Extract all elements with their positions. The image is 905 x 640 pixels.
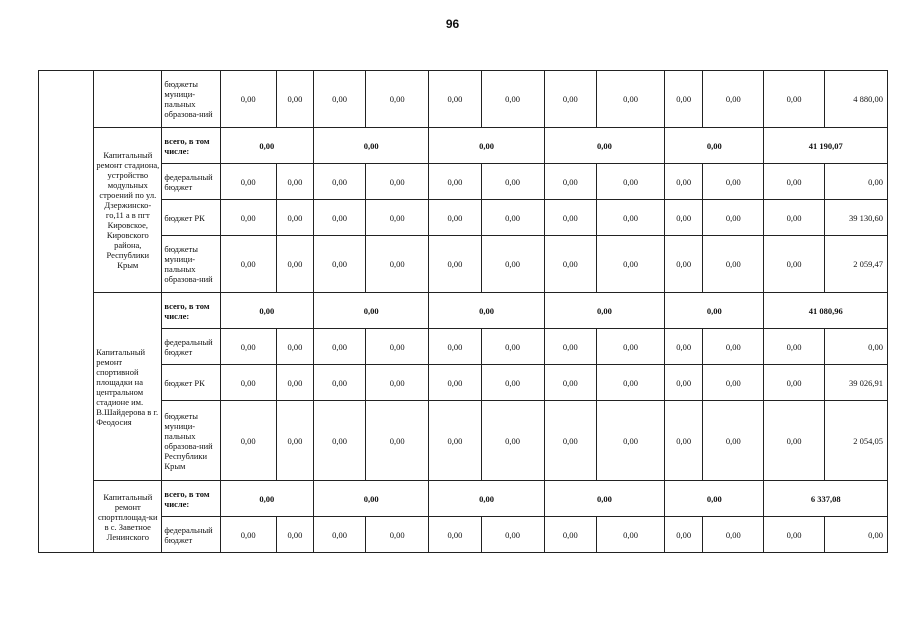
funding-source-cell: бюджеты муници-пальных образова-ний Республики Крым (162, 401, 220, 481)
funding-source-cell: всего, в том числе: (162, 481, 220, 517)
value-cell: 0,00 (764, 71, 824, 128)
value-cell: 0,00 (764, 236, 824, 293)
value-cell: 0,00 (276, 329, 313, 365)
total-value-cell: 41 190,07 (764, 128, 888, 164)
value-cell: 0,00 (596, 365, 664, 401)
value-cell: 0,00 (764, 401, 824, 481)
total-value-cell: 0,00 (313, 481, 428, 517)
value-cell: 0,00 (481, 329, 544, 365)
value-cell: 0,00 (481, 236, 544, 293)
value-cell: 0,00 (313, 164, 365, 200)
budget-table (38, 70, 888, 553)
value-cell: 0,00 (481, 401, 544, 481)
value-cell: 0,00 (313, 71, 365, 128)
value-cell: 0,00 (544, 365, 596, 401)
total-value-cell: 0,00 (429, 128, 544, 164)
table-row (39, 517, 888, 553)
table-row (39, 164, 888, 200)
value-cell: 0,00 (544, 236, 596, 293)
value-cell: 0,00 (824, 329, 887, 365)
total-value-cell: 0,00 (429, 293, 544, 329)
funding-source-cell: федеральный бюджет (162, 517, 220, 553)
object-name-cell: Капитальный ремонт стадиона, устройство модульных строений по ул. Дзержинско-го,11 а в пгт Кировское, Кировского района, Республики Крым (94, 128, 162, 293)
total-value-cell: 0,00 (544, 128, 664, 164)
total-value-cell: 0,00 (220, 293, 313, 329)
value-cell: 0,00 (366, 329, 429, 365)
value-cell: 4 880,00 (824, 71, 887, 128)
value-cell: 0,00 (544, 329, 596, 365)
value-cell: 0,00 (429, 401, 481, 481)
funding-source-cell: федеральный бюджет (162, 329, 220, 365)
value-cell: 0,00 (276, 517, 313, 553)
value-cell: 0,00 (703, 236, 764, 293)
value-cell: 0,00 (596, 329, 664, 365)
value-cell: 0,00 (429, 329, 481, 365)
object-name-cell: Капитальный ремонт спортивной площадки на центральном стадионе им. В.Шайдерова в г. Феодосия (94, 293, 162, 481)
value-cell: 0,00 (703, 329, 764, 365)
value-cell: 0,00 (665, 71, 703, 128)
table-row (39, 401, 888, 481)
value-cell: 0,00 (481, 200, 544, 236)
value-cell: 0,00 (366, 365, 429, 401)
value-cell: 0,00 (220, 365, 276, 401)
value-cell: 0,00 (703, 164, 764, 200)
value-cell: 0,00 (596, 401, 664, 481)
table-row (39, 481, 888, 517)
value-cell: 0,00 (665, 365, 703, 401)
value-cell: 0,00 (596, 517, 664, 553)
value-cell: 0,00 (703, 401, 764, 481)
value-cell: 0,00 (764, 365, 824, 401)
funding-source-cell: бюджеты муници-пальных образова-ний (162, 71, 220, 128)
value-cell: 0,00 (764, 329, 824, 365)
value-cell: 0,00 (665, 236, 703, 293)
value-cell: 0,00 (596, 164, 664, 200)
total-value-cell: 0,00 (313, 128, 428, 164)
value-cell: 0,00 (366, 401, 429, 481)
funding-source-cell: бюджет РК (162, 200, 220, 236)
total-value-cell: 0,00 (220, 481, 313, 517)
table-row (39, 365, 888, 401)
total-value-cell: 0,00 (313, 293, 428, 329)
value-cell: 0,00 (220, 517, 276, 553)
total-value-cell: 0,00 (665, 481, 764, 517)
value-cell: 0,00 (544, 71, 596, 128)
value-cell: 0,00 (703, 200, 764, 236)
table-row (39, 128, 888, 164)
total-value-cell: 0,00 (544, 293, 664, 329)
value-cell: 0,00 (703, 71, 764, 128)
value-cell: 0,00 (544, 164, 596, 200)
value-cell: 0,00 (313, 329, 365, 365)
table-row (39, 329, 888, 365)
value-cell: 0,00 (596, 236, 664, 293)
total-value-cell: 0,00 (429, 481, 544, 517)
funding-source-cell: бюджеты муници-пальных образова-ний (162, 236, 220, 293)
value-cell: 0,00 (366, 164, 429, 200)
value-cell: 0,00 (544, 517, 596, 553)
total-value-cell: 0,00 (544, 481, 664, 517)
value-cell: 0,00 (276, 200, 313, 236)
object-name-cell (94, 71, 162, 128)
value-cell: 0,00 (665, 164, 703, 200)
value-cell: 0,00 (703, 517, 764, 553)
funding-source-cell: всего, в том числе: (162, 293, 220, 329)
value-cell: 0,00 (764, 164, 824, 200)
value-cell: 0,00 (429, 517, 481, 553)
value-cell: 0,00 (276, 164, 313, 200)
value-cell: 0,00 (366, 236, 429, 293)
table-row (39, 200, 888, 236)
value-cell: 0,00 (313, 517, 365, 553)
value-cell: 0,00 (220, 164, 276, 200)
value-cell: 0,00 (481, 71, 544, 128)
funding-source-cell: федеральный бюджет (162, 164, 220, 200)
value-cell: 0,00 (313, 200, 365, 236)
value-cell: 0,00 (276, 236, 313, 293)
funding-source-cell: бюджет РК (162, 365, 220, 401)
value-cell: 0,00 (220, 401, 276, 481)
value-cell: 0,00 (764, 200, 824, 236)
value-cell: 0,00 (429, 71, 481, 128)
value-cell: 0,00 (276, 71, 313, 128)
value-cell: 0,00 (429, 200, 481, 236)
value-cell: 0,00 (665, 200, 703, 236)
value-cell: 0,00 (596, 200, 664, 236)
value-cell: 39 026,91 (824, 365, 887, 401)
value-cell: 0,00 (313, 236, 365, 293)
value-cell: 0,00 (824, 164, 887, 200)
value-cell: 0,00 (596, 71, 664, 128)
value-cell: 0,00 (220, 329, 276, 365)
value-cell: 0,00 (429, 236, 481, 293)
value-cell: 0,00 (220, 236, 276, 293)
total-value-cell: 0,00 (665, 128, 764, 164)
value-cell: 0,00 (481, 164, 544, 200)
value-cell: 0,00 (665, 329, 703, 365)
page-number: 96 (445, 17, 460, 31)
value-cell: 2 059,47 (824, 236, 887, 293)
value-cell: 0,00 (824, 517, 887, 553)
value-cell: 0,00 (429, 164, 481, 200)
value-cell: 0,00 (703, 365, 764, 401)
value-cell: 0,00 (764, 517, 824, 553)
value-cell: 0,00 (313, 365, 365, 401)
value-cell: 0,00 (366, 200, 429, 236)
total-value-cell: 0,00 (220, 128, 313, 164)
value-cell: 0,00 (366, 71, 429, 128)
value-cell: 0,00 (481, 517, 544, 553)
value-cell: 0,00 (544, 200, 596, 236)
object-name-cell: Капитальный ремонт спортплощад-ки в с. Заветное Ленинского (94, 481, 162, 553)
value-cell: 2 054,05 (824, 401, 887, 481)
total-value-cell: 6 337,08 (764, 481, 888, 517)
table-row (39, 236, 888, 293)
value-cell: 0,00 (276, 401, 313, 481)
value-cell: 0,00 (366, 517, 429, 553)
value-cell: 0,00 (276, 365, 313, 401)
value-cell: 39 130,60 (824, 200, 887, 236)
value-cell: 0,00 (544, 401, 596, 481)
value-cell: 0,00 (220, 200, 276, 236)
total-value-cell: 41 080,96 (764, 293, 888, 329)
blank-index-cell (39, 71, 94, 553)
funding-source-cell: всего, в том числе: (162, 128, 220, 164)
table-row (39, 71, 888, 128)
value-cell: 0,00 (665, 517, 703, 553)
value-cell: 0,00 (313, 401, 365, 481)
value-cell: 0,00 (220, 71, 276, 128)
value-cell: 0,00 (665, 401, 703, 481)
value-cell: 0,00 (429, 365, 481, 401)
value-cell: 0,00 (481, 365, 544, 401)
total-value-cell: 0,00 (665, 293, 764, 329)
table-row (39, 293, 888, 329)
